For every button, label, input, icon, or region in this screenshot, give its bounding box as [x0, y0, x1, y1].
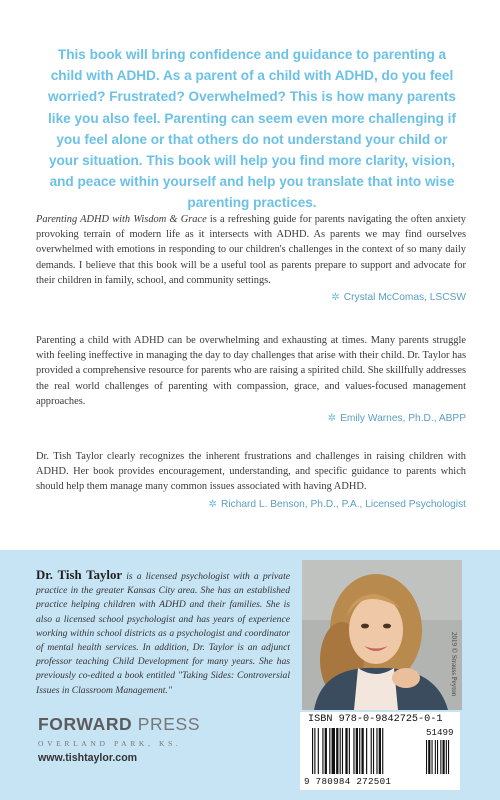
endorsement-2 — [36, 333, 466, 424]
barcode-bar — [345, 728, 347, 774]
photo-credit: 2019 © Strauss Peyton — [450, 632, 458, 697]
barcode-bar — [342, 728, 343, 774]
barcode-addon-bar — [426, 740, 427, 774]
asterisk-icon: ✲ — [331, 292, 340, 304]
barcode-addon-bar — [448, 740, 449, 774]
barcode-bar — [336, 728, 338, 774]
barcode-bar — [356, 728, 358, 774]
endorsement-text: Dr. Tish Taylor clearly recognizes the inherent frustrations and challenges in raising children with ADHD. Her book provides encouragement, understanding, and specific guidance to parents which should help them manage many common issues associated with having ADHD. — [36, 451, 466, 493]
barcode-area — [300, 712, 460, 790]
author-website: www.tishtaylor.com — [38, 752, 138, 764]
barcode-bar — [353, 728, 354, 774]
author-name: Dr. Tish Taylor — [36, 568, 123, 582]
endorsement-credit: ✲ Crystal McComas, LSCSW — [331, 292, 466, 304]
publisher-logo: FORWARD PRESS — [38, 714, 201, 734]
endorsement-3 — [36, 449, 466, 510]
asterisk-icon: ✲ — [208, 498, 217, 510]
barcode-addon-bar — [437, 740, 438, 774]
barcode-bar — [340, 728, 341, 774]
barcode-bar — [382, 728, 383, 774]
ean-digits: 9 780984 272501 — [304, 776, 392, 787]
endorsement-credit: ✲ Richard L. Benson, Ph.D., P.A., Licensed Psychologist — [208, 498, 466, 510]
barcode-addon-bar — [435, 740, 436, 774]
author-portrait-image — [302, 560, 462, 710]
endorsement-1 — [36, 212, 466, 303]
endorsement-text: Parenting ADHD with Wisdom & Grace is a refreshing guide for parents navigating the often anxiety provoking terrain of modern life as it intersects with ADHD. As parents we may find ourselves overwhelmed with emotions in responding to our children's challenges in the context of so many daily demands. I believe that this book will be a useful tool as parents prepare to support and advocate for their children in family, school, and community settings. — [36, 214, 466, 286]
barcode-bar — [332, 728, 335, 774]
endorsement-credit: ✲ Emily Warnes, Ph.D., ABPP — [327, 413, 466, 425]
price-addon-digits: 51499 — [426, 727, 454, 738]
publisher-city: OVERLAND PARK, KS. — [38, 739, 182, 748]
asterisk-icon: ✲ — [327, 413, 337, 425]
barcode-addon-bar — [432, 740, 433, 774]
barcode-bar — [361, 728, 363, 774]
barcode-bar — [373, 728, 374, 774]
barcode-bar — [314, 728, 315, 774]
endorsement-text: Parenting a child with ADHD can be overwhelming and exhausting at times. Many parents struggle with feeling ineffective in managing the day to day challenges that arise with their child. Dr. Taylor has provided a comprehensive resource for parents who are raising a spirited child. She skillfully addresses the real world challenges of parenting with compassion, grace, and values-focused management approaches. — [36, 335, 466, 407]
barcode-bar — [349, 728, 350, 774]
isbn-label: ISBN 978-0-9842725-0-1 — [308, 714, 443, 725]
barcode-bar — [322, 728, 323, 774]
book-title: Parenting ADHD with Wisdom & Grace — [36, 214, 207, 225]
barcode-bar — [379, 728, 381, 774]
barcode-bar — [376, 728, 377, 774]
barcode-bar — [366, 728, 367, 774]
author-bio: Dr. Tish Taylor is a licensed psychologist with a private practice in the greater Kansas City area. She has an established practice helping children with ADHD and their families. She is also a licensed school psychologist and has years of experience working within school districts as a psychologist and coordinator of mental health services. In addition, Dr. Taylor is an adjunct professor teaching Child Development for many years. She has previously co-edited a book entitled "Taking Sides: Controversial Issues in Classroom Management." — [36, 568, 290, 696]
barcode-bar — [325, 728, 327, 774]
intro-blurb: This book will bring confidence and guidance to parenting a child with ADHD. As a parent of a child with ADHD, do you feel worried? Frustrated? Overwhelmed? This is how many parents like you also feel. Parenting can seem even more challenging if you feel alone or that others do not understand your child or your situation. This book will help you find more clarity, vision, and peace within yourself and help you translate that into wise parenting practices. — [48, 47, 456, 211]
barcode-bar — [359, 728, 360, 774]
barcode-addon-bar — [428, 740, 430, 774]
barcode-bar — [371, 728, 372, 774]
barcode-bar — [329, 728, 330, 774]
barcode-bar — [312, 728, 313, 774]
author-photo — [302, 560, 462, 710]
barcode-addon-bar — [440, 740, 441, 774]
barcode-addon-bar — [443, 740, 445, 774]
barcode-addon-bar — [446, 740, 447, 774]
barcode-bar — [318, 728, 319, 774]
